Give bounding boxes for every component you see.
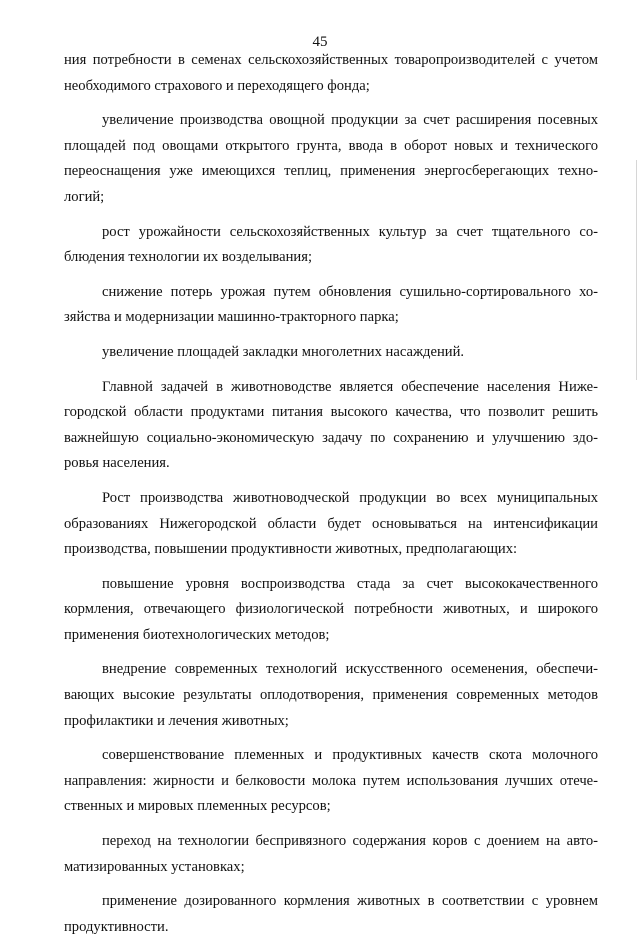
text-line: переход на технологии беспривязного содержания коров с доением на авто- — [102, 833, 598, 850]
paragraph-loose-housing — [64, 829, 598, 880]
text-line: снижение потерь урожая путем обновления сушильно-сортировального хо- — [102, 283, 598, 300]
text-line: внедрение современных технологий искусственного осеменения, обеспечи- — [102, 661, 598, 678]
page-number: 45 — [312, 34, 328, 50]
text-line: совершенствование племенных и продуктивных качеств скота молочного — [102, 747, 598, 764]
text-line: применения биотехнологических методов; — [64, 626, 330, 643]
paragraph-herd-reproduction — [64, 572, 598, 649]
text-line: необходимого страхового и переходящего фонда; — [64, 77, 370, 94]
paragraph-perennial-plantings — [64, 340, 598, 366]
text-line: Рост производства животноводческой продукции во всех муниципальных — [102, 489, 598, 506]
paragraph-seed-needs — [64, 48, 598, 99]
text-line: рост урожайности сельскохозяйственных культур за счет тщательного со- — [102, 223, 598, 240]
text-line: Главной задачей в животноводстве является обеспечение населения Ниже- — [102, 378, 598, 395]
text-line: городской области продуктами питания высокого качества, что позволит решить — [64, 404, 598, 421]
text-line: увеличение производства овощной продукции за счет расширения посевных — [102, 112, 598, 129]
text-line: площадей под овощами открытого грунта, ввода в оборот новых и технического — [64, 137, 598, 154]
paragraph-insemination — [64, 657, 598, 734]
text-line: применение дозированного кормления животных в соответствии с уровнем — [102, 893, 598, 910]
scan-edge-shadow — [636, 160, 637, 380]
text-line: матизированных установках; — [64, 858, 245, 875]
paragraph-crop-yield — [64, 220, 598, 271]
text-line: ственных и мировых племенных ресурсов; — [64, 798, 331, 815]
paragraph-harvest-losses — [64, 280, 598, 331]
text-line: повышение уровня воспроизводства стада за счет высококачественного — [102, 575, 598, 592]
text-line: ния потребности в семенах сельскохозяйственных товаропроизводителей с учетом — [64, 52, 598, 68]
text-line: направления: жирности и белковости молока путем использования лучших отече- — [64, 772, 598, 789]
paragraph-livestock-growth — [64, 486, 598, 563]
text-line: логий; — [64, 188, 105, 205]
text-line: кормления, отвечающего физиологической потребности животных, и широкого — [64, 601, 598, 618]
text-line: зяйства и модернизации машинно-тракторного парка; — [64, 309, 399, 326]
text-line: образованиях Нижегородской области будет основываться на интенсификации — [64, 515, 598, 532]
paragraph-livestock-main-task — [64, 375, 598, 477]
text-line: вающих высокие результаты оплодотворения, применения современных методов — [64, 687, 598, 704]
text-line: увеличение площадей закладки многолетних насаждений. — [102, 343, 465, 360]
paragraph-dosed-feeding — [64, 889, 598, 940]
text-line: переоснащения уже имеющихся теплиц, применения энергосберегающих техно- — [64, 163, 598, 180]
document-body — [64, 48, 598, 940]
text-line: продуктивности. — [64, 918, 169, 935]
text-line: производства, повышении продуктивности животных, предполагающих: — [64, 541, 518, 558]
text-line: важнейшую социально-экономическую задачу по сохранению и улучшению здо- — [64, 429, 598, 446]
text-line: ровья населения. — [64, 455, 170, 472]
paragraph-breeding-quality — [64, 743, 598, 820]
paragraph-vegetable-production — [64, 108, 598, 210]
text-line: блюдения технологии их возделывания; — [64, 249, 312, 266]
text-line: профилактики и лечения животных; — [64, 712, 289, 729]
